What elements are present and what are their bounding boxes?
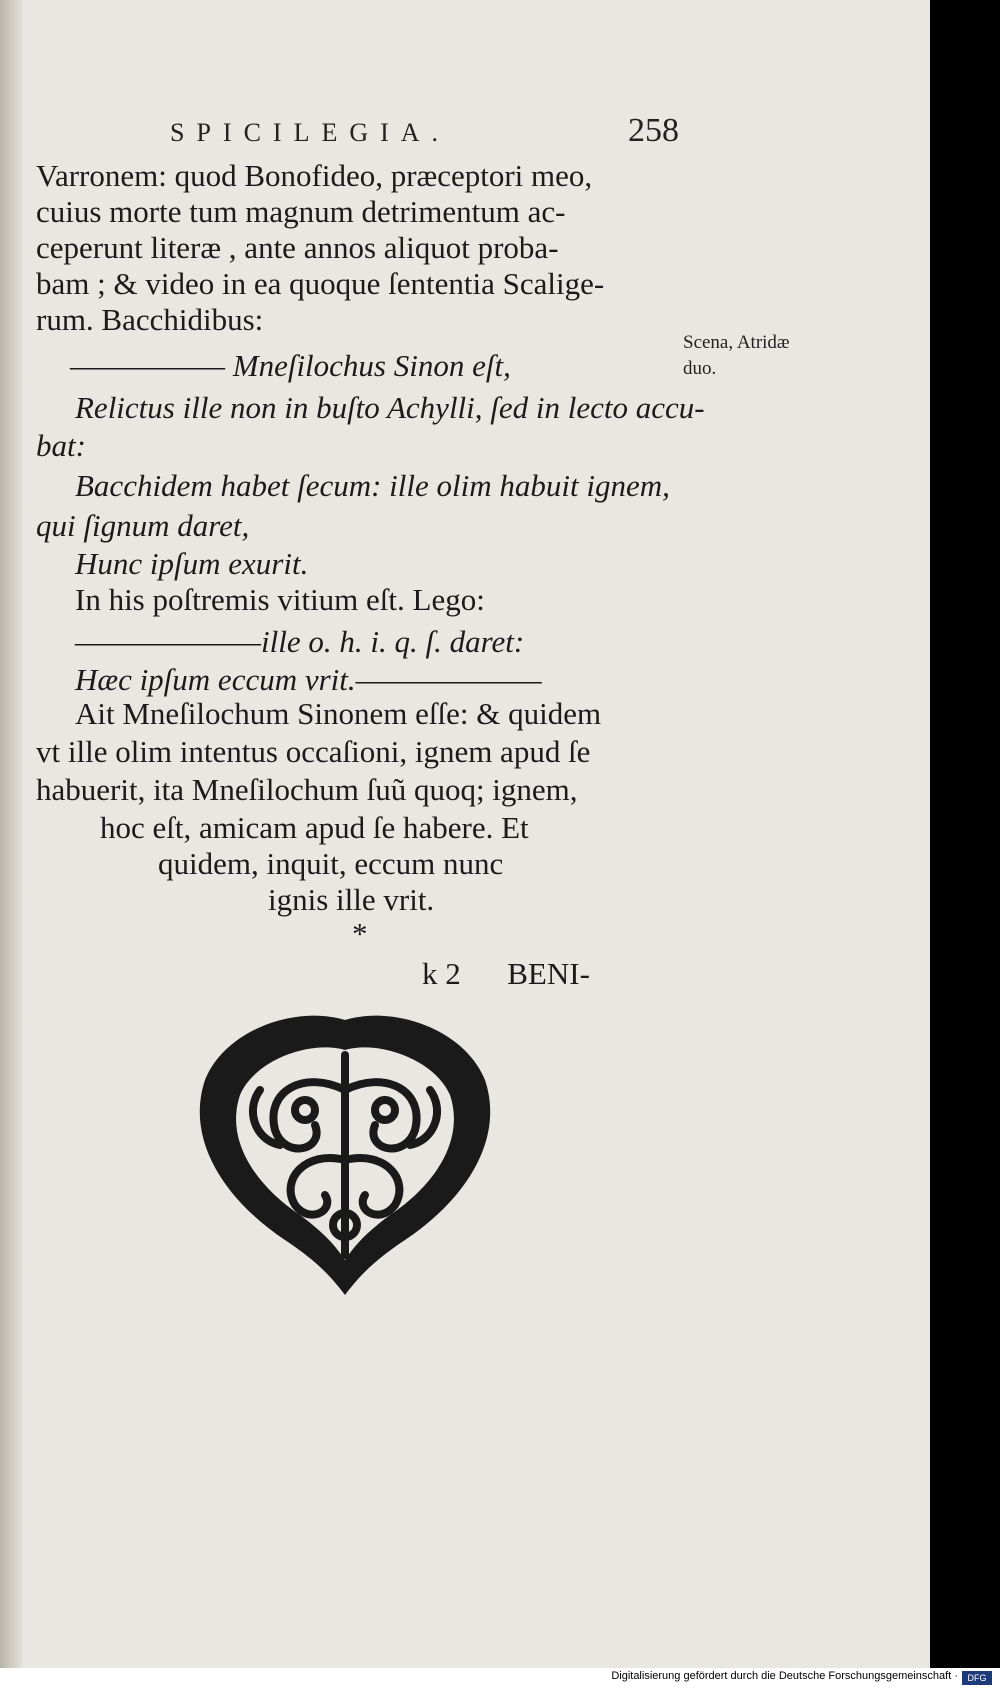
marginal-note xyxy=(683,330,863,382)
verse-line: qui ſignum daret, xyxy=(36,508,250,543)
text-line: rum. Bacchidibus: xyxy=(36,302,264,337)
page-number: 258 xyxy=(628,112,679,149)
text-line: cuius morte tum magnum detrimentum ac- xyxy=(36,194,566,229)
text-line: ignis ille vrit. xyxy=(268,882,435,917)
fleuron-ornament-icon xyxy=(185,1010,505,1305)
text-line: vt ille olim intentus occaſioni, ignem apud ſe xyxy=(36,734,591,769)
text-line: quidem, inquit, eccum nunc xyxy=(158,846,504,881)
marginal-note-line: Scena, Atridæ xyxy=(683,332,790,353)
verse-line: Hæc ipſum eccum vrit.―――――― xyxy=(75,662,542,697)
verse-line: bat: xyxy=(36,428,86,463)
verse-line: ――――― Mneſilochus Sinon eſt, xyxy=(70,348,511,383)
dfg-logo: DFG xyxy=(962,1671,992,1685)
text-line: Varronem: quod Bonofideo, præceptori meo, xyxy=(36,158,593,193)
text-line: ceperunt literæ , ante annos aliquot proba- xyxy=(36,230,559,265)
verse-line: Relictus ille non in buſto Achylli, ſed in lecto accu- xyxy=(75,390,705,425)
text-line: hoc eſt, amicam apud ſe habere. Et xyxy=(100,810,529,845)
page-gutter xyxy=(0,0,22,1668)
footer-text: Digitalisierung gefördert durch die Deutsche Forschungsgemeinschaft · xyxy=(611,1670,958,1682)
verse-line: ――――――ille o. h. i. q. ſ. daret: xyxy=(75,624,525,659)
verse-line: Hunc ipſum exurit. xyxy=(75,546,309,581)
marginal-note-line: duo. xyxy=(683,358,717,379)
page-header xyxy=(0,112,930,158)
asterisk: * xyxy=(352,916,368,951)
verse-line: Bacchidem habet ſecum: ille olim habuit ignem, xyxy=(75,468,670,503)
digitization-footer xyxy=(0,1668,1000,1690)
text-line: Ait Mneſilochum Sinonem eſſe: & quidem xyxy=(75,696,602,731)
text-line: In his poſtremis vitium eſt. Lego: xyxy=(75,582,485,617)
text-line: habuerit, ita Mneſilochum ſuũ quoq; ignem, xyxy=(36,772,578,807)
text-line: bam ; & video in ea quoque ſententia Scalige- xyxy=(36,266,605,301)
catchword: k 2 BENI- xyxy=(422,956,590,991)
running-title: SPICILEGIA. xyxy=(170,118,451,147)
